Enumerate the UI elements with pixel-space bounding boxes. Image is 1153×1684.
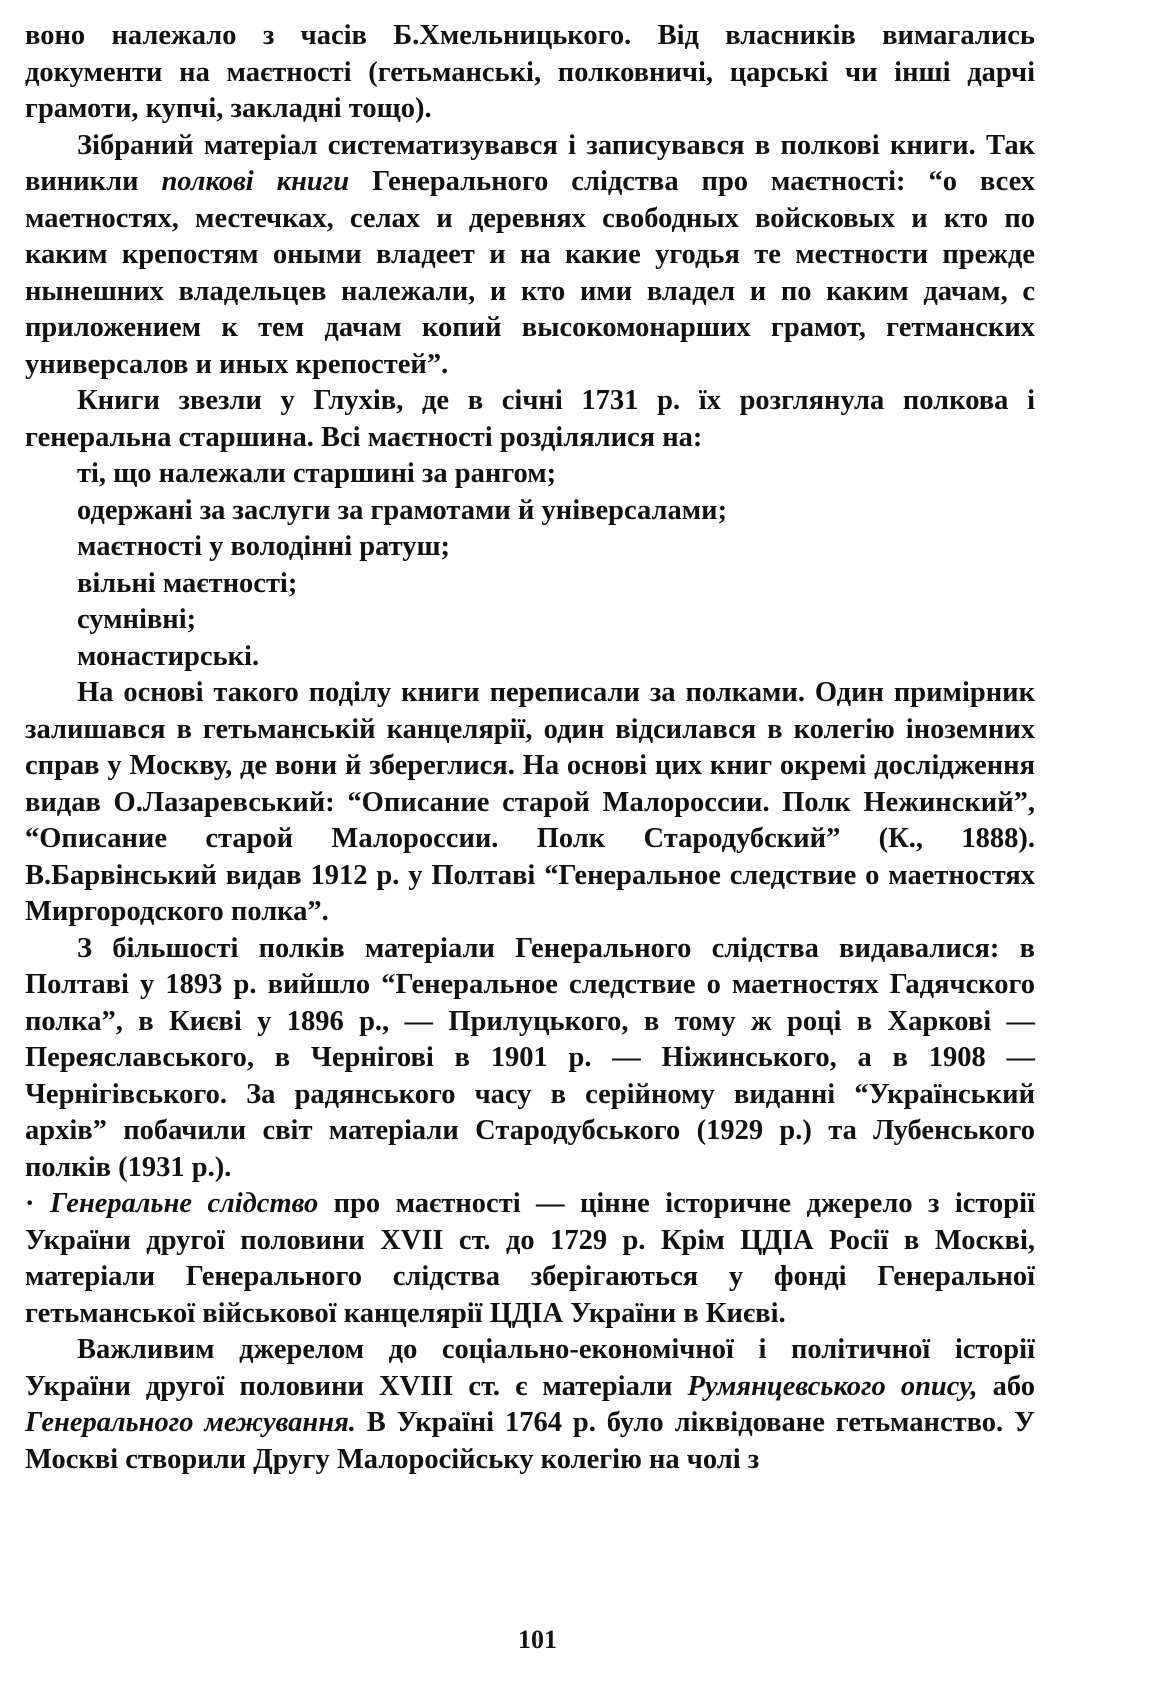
list-item: сумнівні; xyxy=(77,604,197,635)
paragraph-text: або xyxy=(977,1370,1035,1402)
page-text xyxy=(25,18,1035,1478)
paragraph-text: про маєтності — цінне історичне джерело з історії України другої половини XVII ст. до 1729 р. Крім ЦДІА Росії в Москві, матеріали Генерального слідства зберігаються у фонді Генеральної гетьманської військової канцелярії ЦДІА України в Києві. xyxy=(25,1188,1035,1329)
paragraph-glukhiv: Книги звезли у Глухів, де в січні 1731 р. їх розглянула полкова і генеральна старшина. Всі маєтності розділялися на: xyxy=(25,385,1035,453)
emphasis-term: полкові книги xyxy=(161,166,350,197)
list-item: ті, що належали старшині за рангом; xyxy=(77,458,557,489)
paragraph-marker: · xyxy=(25,1188,50,1219)
emphasis-term: Генеральне слідство xyxy=(49,1188,319,1219)
list-item: вільні маєтності; xyxy=(77,567,298,599)
paragraph-text: Генерального слідства про маєтності: “о всех маетностях, местечках, селах и деревнях свободных войсковых и кто по каким крепостям оными владеет и на какие угодья те местности прежде нынешних владельцев належали, и кто ими владел и по каким дачам, с приложением к тем дачам копий высокомонарших грамот, гетманских универсалов и иных крепостей”. xyxy=(25,166,1035,380)
paragraph-general-investigation xyxy=(25,1186,1035,1332)
paragraph-rumyantsev xyxy=(25,1332,1035,1478)
paragraph-continuation: воно належало з часів Б.Хмельницького. Від власників вимагались документи на маєтності (гетьманські, полковничі, царські чи інші дарчі грамоти, купчі, закладні тощо). xyxy=(25,20,1035,124)
list-item: маєтності у володінні ратуш; xyxy=(77,531,451,562)
paragraph-text: В Україні 1764 р. було ліквідоване гетьманство. У Москві створили Другу Малоросійську колегію на чолі з xyxy=(25,1407,1035,1475)
emphasis-term: Румянцевського опису, xyxy=(687,1370,978,1402)
paragraph-regimental-books xyxy=(25,128,1035,384)
list-item: монастирські. xyxy=(77,640,260,672)
page-number: 101 xyxy=(518,1625,557,1654)
list-item: одержані за заслуги за грамотами й універсалами; xyxy=(77,494,728,526)
emphasis-term: Генерального межування. xyxy=(25,1407,356,1438)
paragraph-copies: На основі такого поділу книги переписали за полками. Один примірник залишався в гетьманській канцелярії, один відсилався в колегію іноземних справ у Москву, де вони й збереглися. На основі цих книг окремі дослідження видав О.Лазаревський: “Описание старой Малороссии. Полк Нежинский”, “Описание старой Малороссии. Полк Стародубский” (К., 1888). В.Барвінський видав 1912 р. у Полтаві “Генеральное следствие о маетностях Миргородского полка”. xyxy=(25,677,1035,927)
paragraph-text: Важливим джерелом до соціально-економічної і політичної історії України другої половини XVIII ст. є матеріали xyxy=(25,1334,1035,1402)
paragraph-publications: З більшості полків матеріали Генерального слідства видавалися: в Полтаві у 1893 р. вийшло “Генеральное следствие о маетностях Гадячского полка”, в Києві у 1896 р., — Прилуцького, в тому ж році в Харкові — Переяславського, в Чернігові в 1901 р. — Ніжинського, а в 1908 — Чернігівського. За радянського часу в серійному виданні “Український архів” побачили світ матеріали Стародубського (1929 р.) та Лубенського полків (1931 р.). xyxy=(25,932,1035,1183)
paragraph-text: Зібраний матеріал систематизувався і записувався в полкові книги. Так виникли xyxy=(25,129,1035,197)
